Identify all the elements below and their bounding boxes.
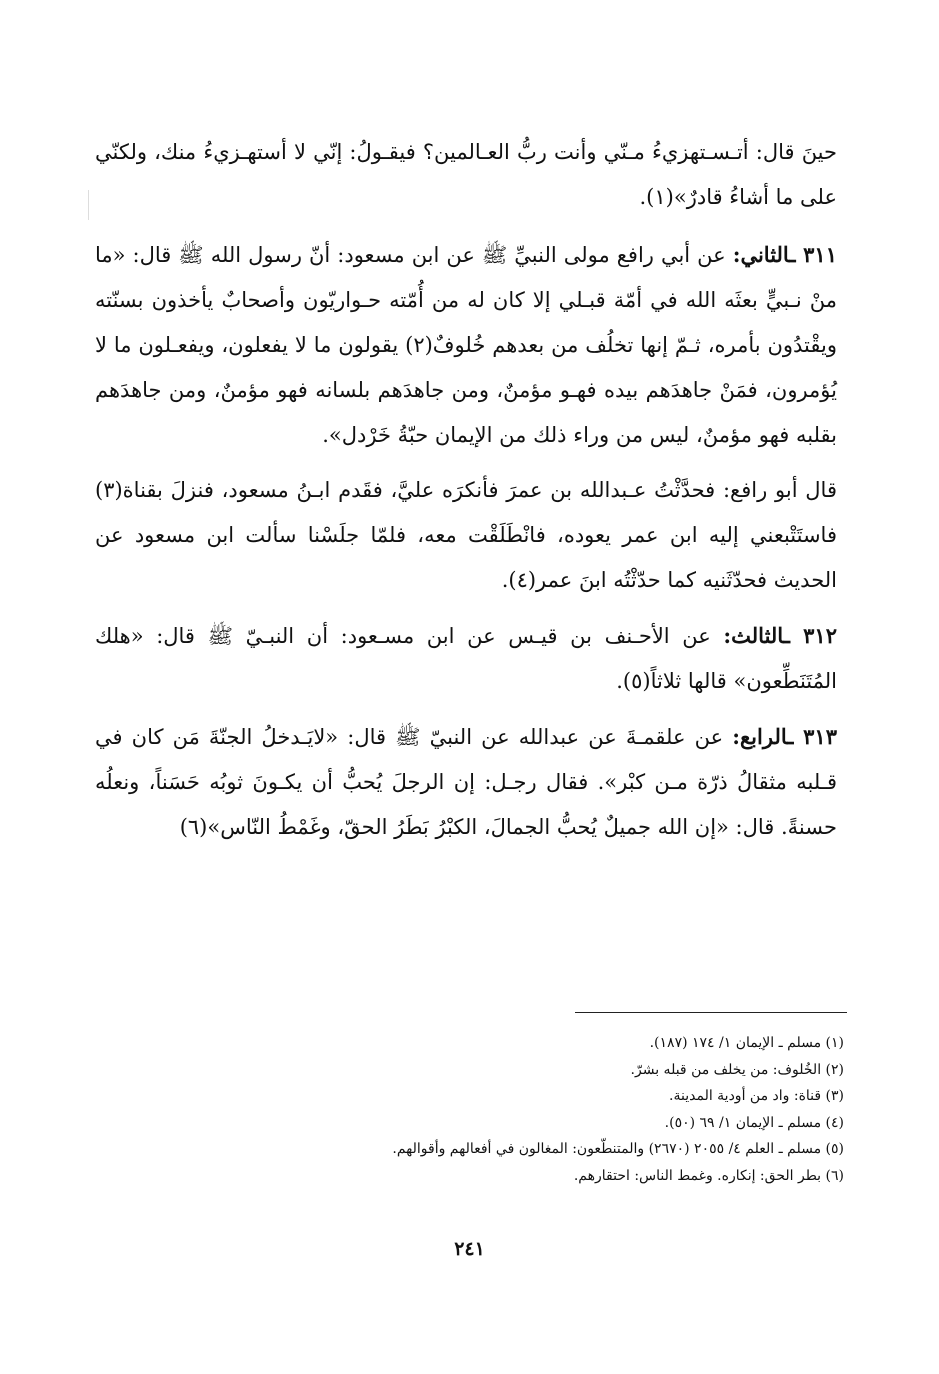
hadith-313 [95,714,837,850]
hadith-title: الثاني: [732,242,790,267]
hadith-text: عن علقمـةَ عن عبدالله عن النبيّ ﷺ قال: «لايَـدخلُ الجنّةَ مَن كان في قـلبه مثقالُ ذرّة مـن كبْر». فقال رجـل: إن الرجلَ يُحبُّ أن يكـونَ ثوبُه حَسَناً، ونعلُه حسنةً. قال: «إن الله جميلٌ يُحبُّ الجمالَ، الكبْرُ بَطَرُ الحقّ، وغَمْطُ النّاس»(٦) [95,725,837,839]
hadith-number: ٣١٣ ـ [787,724,837,749]
narrator-paragraph [95,468,837,603]
hadith-title: الثالث: [723,623,784,648]
footnote-5: (٥) مسلم ـ العلم ٤/ ٢٠٥٥ (٢٦٧٠) والمتنطّعون: المغالون في أفعالهم وأقوالهم. [392,1141,844,1157]
hadith-text: عن أبي رافع مولى النبيِّ ﷺ عن ابن مسعود: أنّ رسول الله ﷺ قال: «ما منْ نـبيٍّ بعثَه الله في أمّة قبـلي إلا كان له من أُمّته حـواريّون وأصحابٌ يأخذون بسنّته ويقْتدُون بأمره، ثـمّ إنها تخلُف من بعدهم خُلوفٌ(٢) يقولون ما لا يفعلون، ويفعـلون ما لا يُؤمرون، فمَنْ جاهدَهم بيده فهـو مؤمنٌ، ومن جاهدَهم بلسانه فهو مؤمنٌ، ومن جاهدَهم بقلبه فهو مؤمنٌ، ليس من وراء ذلك من الإيمان حبّةُ خَرْدل». [95,243,837,447]
footnote-divider [575,1012,847,1013]
hadith-title: الرابع: [732,724,788,749]
hadith-number: ٣١١ ـ [789,242,837,267]
footnote-6: (٦) بطر الحق: إنكاره. وغمط الناس: احتقارهم. [573,1167,844,1184]
hadith-311 [95,232,837,458]
footnote-2: (٢) الخُلوف: من يخلف من قبله بشرّ. [630,1061,844,1078]
footnote-1: (١) مسلم ـ الإيمان ١/ ١٧٤ (١٨٧). [649,1035,844,1051]
hadith-text: عن الأحـنف بن قيـس عن ابن مسـعود: أن النبـيّ ﷺ قال: «هلك المُتَنَطِّعون» قالها ثلاثاً(٥). [95,624,837,693]
hadith-number: ٣١٢ ـ [783,623,837,648]
paragraph-text: حينَ قال: أتـسـتهزيءُ مـنّي وأنت ربُّ العـالمين؟ فيقـولُ: إنّي لا أستهـزيءُ منك، ولكنّي على ما أشاءُ قادرٌ»(١). [95,140,837,209]
hadith-312 [95,613,837,704]
page-number: ٢٤١ [454,1238,485,1260]
footnotes [284,1030,844,1189]
margin-mark [88,190,89,220]
paragraph-text: قال أبو رافع: فحدَّثْتُ عـبدالله بن عمرَ فأنكرَه عليَّ، فقَدم ابـنُ مسعود، فنزلَ بقناة(٣) فاستَتْبعني إليه ابن عمر يعوده، فانْطَلَقْت معه، فلمّا جلَسْنا سألت ابن مسعود عن الحديث فحدّثَنيه كما حدّثْتُه ابنَ عمر(٤). [95,478,837,592]
page-body [95,130,837,860]
footnote-4: (٤) مسلم ـ الإيمان ١/ ٦٩ (٥٠). [664,1114,844,1131]
paragraph-continuation [95,130,837,220]
footnote-3: (٣) قناة: واد من أودية المدينة. [669,1088,844,1104]
